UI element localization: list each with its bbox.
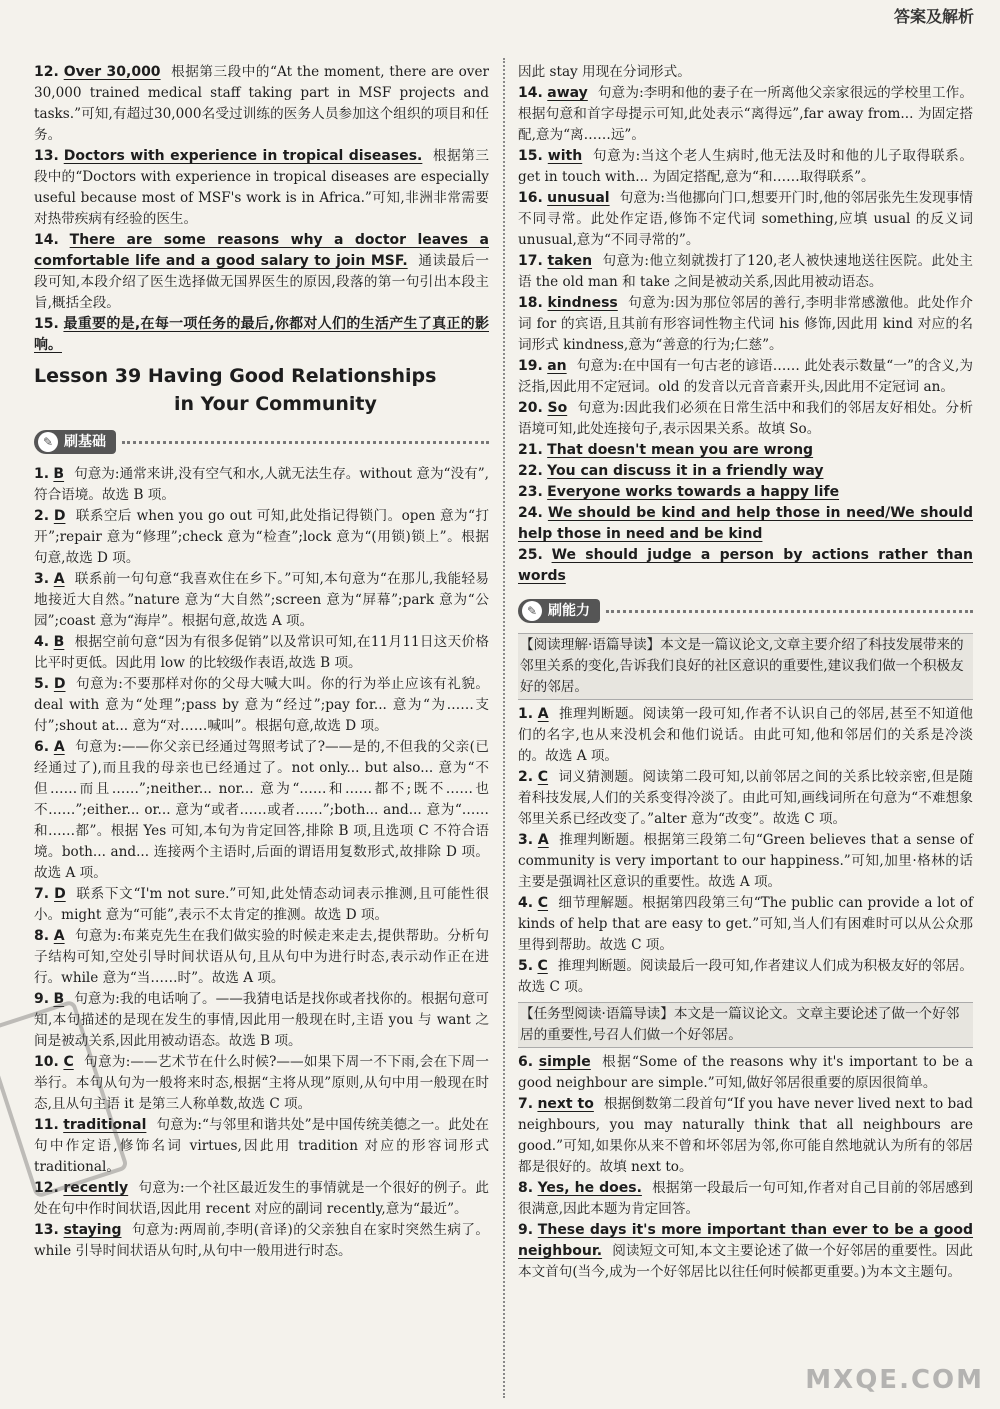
explanation-text: 句意为:因为那位邻居的善行,李明非常感激他。此处作介词 for 的宾语,且其前有形容词性物主代词 his 修饰,因此用 kind 对应的名词形式 kindness,意为“善意的行为;仁慈”。	[518, 295, 973, 353]
explanation-text: 句意为:不要那样对你的父母大喊大叫。你的行为举止应该有礼貌。deal with 意为“处理”;pass by 意为“经过”;pay for... 意为“为……支付”;shout at... 意为“对……喊叫”。根据句意,故选 D 项。	[34, 676, 489, 734]
explanation-text: 句意为:我的电话响了。——我猜电话是找你或者找你的。根据句意可知,本句描述的是现在发生的事情,因此用一般现在时,主语 you 与 want 之间是被动关系,因此用被动语态。故选 B 项。	[34, 991, 489, 1049]
question-number: 6.	[518, 1054, 534, 1070]
answer-key: B	[53, 466, 65, 482]
answer-key: C	[63, 1054, 74, 1070]
answer-key: These days it's more important than ever to be a good neighbour.	[518, 1222, 974, 1259]
answer-item	[518, 893, 973, 956]
left-column	[34, 62, 489, 1262]
question-number: 10.	[34, 1054, 59, 1070]
answer-item	[518, 1178, 973, 1220]
answer-item	[34, 737, 489, 884]
answer-item	[518, 704, 973, 767]
question-number: 7.	[518, 1096, 534, 1112]
section-label: 刷基础	[64, 433, 106, 450]
watermark: MXQE.COM	[805, 1365, 984, 1395]
page-header: 答案及解析	[893, 7, 974, 26]
explanation-text: 细节理解题。根据第四段第三句“The public can provide a lot of kinds of help that are easy to get.”可知,当人们有困难时可以从公众那里得到帮助。故选 C 项。	[518, 895, 973, 953]
question-number: 25.	[518, 547, 543, 563]
answer-key: simple	[538, 1054, 591, 1070]
answer-item	[518, 146, 973, 188]
answer-key: A	[537, 832, 549, 848]
question-number: 22.	[518, 463, 543, 479]
question-number: 14.	[518, 85, 543, 101]
answer-item	[518, 356, 973, 398]
explanation-text: 句意为:他立刻就拨打了120,老人被快速地送往医院。此处主语 the old man 和 take 之间是被动关系,因此用被动语态。	[518, 253, 973, 290]
answer-key: Yes, he does.	[537, 1180, 642, 1196]
question-number: 4.	[34, 634, 50, 650]
question-number: 4.	[518, 895, 534, 911]
answer-item	[34, 569, 489, 632]
answer-key: 最重要的是,在每一项任务的最后,你都对人们的生活产生了真正的影响。	[34, 316, 489, 353]
answer-item	[34, 632, 489, 674]
answer-item	[518, 1052, 973, 1094]
answer-item	[518, 482, 973, 503]
answer-item	[518, 830, 973, 893]
question-number: 8.	[518, 1180, 534, 1196]
answer-key: B	[53, 634, 65, 650]
answer-item	[518, 251, 973, 293]
answer-item	[518, 1094, 973, 1178]
explanation-text: 联系下文“I'm not sure.”可知,此处情态动词表示推测,且可能性很小。might 意为“可能”,表示不太肯定的推测。故选 D 项。	[34, 886, 489, 923]
answer-item	[34, 1220, 489, 1262]
answer-item	[518, 398, 973, 440]
answer-key: We should judge a person by actions rather than words	[518, 547, 973, 584]
question-number: 17.	[518, 253, 543, 269]
question-number: 7.	[34, 886, 50, 902]
question-number: 15.	[34, 316, 59, 332]
answer-key: kindness	[547, 295, 618, 311]
explanation-text: 阅读短文可知,本文主要论述了做一个好邻居的重要性。因此本文首句(当今,成为一个好邻居比以往任何时候都更重要。)为本文主题句。	[518, 1243, 973, 1280]
section-label: 刷能力	[548, 602, 590, 619]
answer-item	[518, 440, 973, 461]
question-number: 6.	[34, 739, 50, 755]
answer-item	[518, 188, 973, 251]
answer-item	[34, 146, 489, 230]
answer-item	[34, 464, 489, 506]
explanation-text: 句意为:——艺术节在什么时候?——如果下周一不下雨,会在下周一举行。本句从句为一般将来时态,根据“主将从现”原则,从句中用一般现在时态,且从句主语 it 是第三人称单数,故选 C 项。	[34, 1054, 489, 1112]
answer-key: D	[53, 508, 66, 524]
answer-key: C	[537, 958, 548, 974]
answer-item	[518, 293, 973, 356]
question-number: 13.	[34, 148, 59, 164]
section-basic-header	[34, 428, 489, 456]
answer-key: A	[53, 571, 65, 587]
explanation-text: 根据第一段最后一句可知,作者对自己目前的邻居感到很满意,因此本题为肯定回答。	[518, 1180, 973, 1217]
section-badge	[518, 599, 600, 623]
answer-key: We should be kind and help those in need/We should help those in need and be kind	[518, 505, 973, 542]
pencil-icon: ✎	[38, 432, 58, 452]
question-number: 16.	[518, 190, 543, 206]
answer-item	[518, 503, 973, 545]
answer-key: Everyone works towards a happy life	[547, 484, 840, 500]
answer-item	[34, 230, 489, 314]
answer-key: recently	[63, 1180, 129, 1196]
answer-item	[34, 1178, 489, 1220]
answer-key: That doesn't mean you are wrong	[547, 442, 814, 458]
answer-key: unusual	[547, 190, 610, 206]
answer-key: taken	[547, 253, 593, 269]
answer-item	[518, 83, 973, 146]
explanation-text: 句意为:“与邻里和谐共处”是中国传统美德之一。此处在句中作定语,修饰名词 virtues,因此用 tradition 对应的形容词形式 traditional。	[34, 1117, 489, 1175]
question-number: 20.	[518, 400, 543, 416]
question-number: 1.	[34, 466, 50, 482]
question-number: 2.	[518, 769, 534, 785]
answer-key: C	[537, 769, 549, 785]
explanation-text: 句意为:一个社区最近发生的事情就是一个很好的例子。此处在句中作时间状语,因此用 recent 对应的副词 recently,意为“最近”。	[34, 1180, 490, 1217]
lesson-title-line1: Lesson 39 Having Good Relationships	[34, 365, 437, 387]
explanation-text: 句意为:当他挪向门口,想要开门时,他的邻居张先生发现事情不同寻常。此处作定语,修饰不定代词 something,应填 usual 的反义词 unusual,意为“不同寻常的”。	[518, 190, 973, 248]
question-number: 21.	[518, 442, 543, 458]
question-number: 8.	[34, 928, 50, 944]
explanation-text: 句意为:在中国有一句古老的谚语…… 此处表示数量“一”的含义,为泛指,因此用不定冠词。old 的发音以元音音素开头,因此用不定冠词 an。	[518, 358, 973, 395]
explanation-text: 推理判断题。根据第三段第二句“Green believes that a sense of community is very important to our happiness.”可知,加里·格林的话主要是强调社区意识的重要性。故选 A 项。	[518, 832, 973, 890]
explanation-text: 联系前一句句意“我喜欢住在乡下。”可知,本句意为“在那儿,我能轻易地接近大自然。”nature 意为“大自然”;screen 意为“屏幕”;park 意为“公园”;coast 意为“海岸”。根据句意,故选 A 项。	[34, 571, 489, 629]
answer-key: C	[537, 895, 549, 911]
right-column	[518, 62, 973, 1283]
question-number: 23.	[518, 484, 543, 500]
explanation-text: 根据第三段中的“Doctors with experience in tropical diseases are especially useful because most of MSF's work is in Africa.”可知,非洲非常需要对热带疾病有经验的医生。	[34, 148, 489, 227]
question-number: 9.	[518, 1222, 534, 1238]
answer-key: Doctors with experience in tropical diseases.	[63, 148, 423, 164]
answer-key: an	[547, 358, 567, 374]
explanation-text: 句意为:李明和他的妻子在一所离他父亲家很远的学校里工作。根据句意和首字母提示可知,此处表示“离得远”,far away from... 为固定搭配,意为“离……远”。	[518, 85, 973, 143]
explanation-text: 根据第三段中的“At the moment, there are over 30,000 trained medical staff taking part in MSF projects and tasks.”可知,有超过30,000名受过训练的医务人员参加这个组织的项目和任务。	[34, 64, 490, 143]
explanation-text: 因此 stay 用现在分词形式。	[518, 64, 691, 80]
answer-item	[518, 767, 973, 830]
question-number: 3.	[518, 832, 534, 848]
answer-item	[518, 1220, 973, 1283]
question-number: 13.	[34, 1222, 59, 1238]
question-number: 12.	[34, 64, 59, 80]
explanation-text: 推理判断题。阅读第一段可知,作者不认识自己的邻居,甚至不知道他们的名字,也从来没机会和他们说话。由此可知,他和邻居们的关系是冷淡的。故选 A 项。	[518, 706, 974, 764]
explanation-text: 句意为:当这个老人生病时,他无法及时和他的儿子取得联系。get in touch with... 为固定搭配,意为“和……取得联系”。	[518, 148, 973, 185]
question-number: 18.	[518, 295, 543, 311]
answer-key: away	[547, 85, 588, 101]
explanation-text: 句意为:两周前,李明(音译)的父亲独自在家时突然生病了。while 引导时间状语从句时,从句中一般用进行时态。	[34, 1222, 489, 1259]
answer-item	[518, 461, 973, 482]
question-number: 15.	[518, 148, 543, 164]
answer-item	[34, 884, 489, 926]
explanation-text: 句意为:布莱克先生在我们做实验的时候走来走去,提供帮助。分析句子结构可知,空处引导时间状语从句,且从句中为进行时态,表示动作正在进行。while 意为“当……时”。故选 A 项。	[34, 928, 489, 986]
answer-item	[34, 989, 489, 1052]
answer-key: B	[53, 991, 65, 1007]
answer-key: D	[54, 886, 66, 902]
explanation-text: 根据“Some of the reasons why it's important to be a good neighbour are simple.”可知,做好邻居很重要的原因很简单。	[518, 1054, 973, 1091]
answer-key: A	[537, 706, 549, 722]
reading-guide-box: 【阅读理解·语篇导读】本文是一篇议论文,文章主要介绍了科技发展带来的邻里关系的变化,告诉我们良好的社区意识的重要性,建议我们做一个积极友好的邻居。	[518, 633, 973, 700]
explanation-text: 通读最后一段可知,本段介绍了医生选择做无国界医生的原因,段落的第一句引出本段主旨,概括全段。	[34, 253, 489, 311]
answer-key: staying	[63, 1222, 122, 1238]
answer-item	[518, 545, 973, 587]
question-number: 19.	[518, 358, 543, 374]
lesson-title	[34, 362, 489, 418]
answer-item	[518, 956, 973, 998]
answer-item	[34, 506, 489, 569]
answer-key: with	[547, 148, 583, 164]
answer-key: You can discuss it in a friendly way	[547, 463, 824, 479]
lesson-title-line2: in Your Community	[174, 393, 377, 415]
answer-item	[34, 926, 489, 989]
task-guide-box: 【任务型阅读·语篇导读】本文是一篇议论文。文章主要论述了做一个好邻居的重要性,号召人们做一个好邻居。	[518, 1002, 973, 1048]
question-number: 3.	[34, 571, 50, 587]
section-ability-header	[518, 597, 973, 625]
answer-key: A	[53, 928, 65, 944]
explanation-text: 词义猜测题。阅读第二段可知,以前邻居之间的关系比较亲密,但是随着科技发展,人们的关系变得冷淡了。由此可知,画线词所在句意为“不难想象邻里关系已经改变了。”alter 意为“改变”。故选 C 项。	[518, 769, 974, 827]
answer-item	[34, 674, 489, 737]
explanation-text: 根据倒数第二段首句“If you have never lived next to bad neighbours, you may naturally think that all neighbours are good.”可知,如果你从来不曾和坏邻居为邻,你可能自然地就认为所有的邻居都是很好的。故填 next to。	[518, 1096, 973, 1175]
answer-key: So	[547, 400, 568, 416]
explanation-text: 句意为:——你父亲已经通过驾照考试了?——是的,不但我的父亲(已经通过了),而且我的母亲也已经通过了。not only... but also... 意为“不但……而且……”;neither... nor... 意为“……和……都不;既不……也不……”;either... or... 意为“或者……或者……”;both... and... 意为“……和……都”。根据 Yes 可知,本句为肯定回答,排除 B 项,且选项 C 不符合语境。both... and... 连接两个主语时,后面的谓语用复数形式,故排除 D 项。故选 A 项。	[34, 739, 489, 881]
answer-key: traditional	[63, 1117, 147, 1133]
answer-key: Over 30,000	[63, 64, 161, 80]
answer-item	[34, 314, 489, 356]
question-number: 9.	[34, 991, 50, 1007]
dotted-rule	[122, 441, 489, 444]
answer-item	[34, 62, 489, 146]
explanation-text: 句意为:因此我们必须在日常生活中和我们的邻居友好相处。分析语境可知,此处连接句子,表示因果关系。故填 So。	[518, 400, 973, 437]
explanation-text: 推理判断题。阅读最后一段可知,作者建议人们成为积极友好的邻居。故选 C 项。	[518, 958, 973, 995]
answer-key: D	[53, 676, 66, 692]
section-badge	[34, 430, 116, 454]
question-number: 14.	[34, 232, 59, 248]
answer-key: There are some reasons why a doctor leaves a comfortable life and a good salary to join MSF.	[34, 232, 489, 269]
question-number: 2.	[34, 508, 50, 524]
question-number: 5.	[34, 676, 50, 692]
column-divider	[503, 58, 505, 1398]
explanation-text: 根据空前句意“因为有很多促销”以及常识可知,在11月11日这天价格比平时更低。因此用 low 的比较级作表语,故选 B 项。	[34, 634, 489, 671]
explanation-text: 联系空后 when you go out 可知,此处指记得锁门。open 意为“打开”;repair 意为“修理”;check 意为“检查”;lock 意为“(用锁)锁上”。根据句意,故选 D 项。	[34, 508, 489, 566]
dotted-rule	[606, 610, 973, 613]
question-number: 5.	[518, 958, 534, 974]
answer-key: next to	[537, 1096, 594, 1112]
question-number: 24.	[518, 505, 543, 521]
answer-key: A	[53, 739, 65, 755]
answer-item	[518, 62, 973, 83]
question-number: 11.	[34, 1117, 59, 1133]
explanation-text: 句意为:通常来讲,没有空气和水,人就无法生存。without 意为“没有”,符合语境。故选 B 项。	[34, 466, 489, 503]
question-number: 1.	[518, 706, 534, 722]
pencil-icon: ✎	[522, 601, 542, 621]
question-number: 12.	[34, 1180, 59, 1196]
